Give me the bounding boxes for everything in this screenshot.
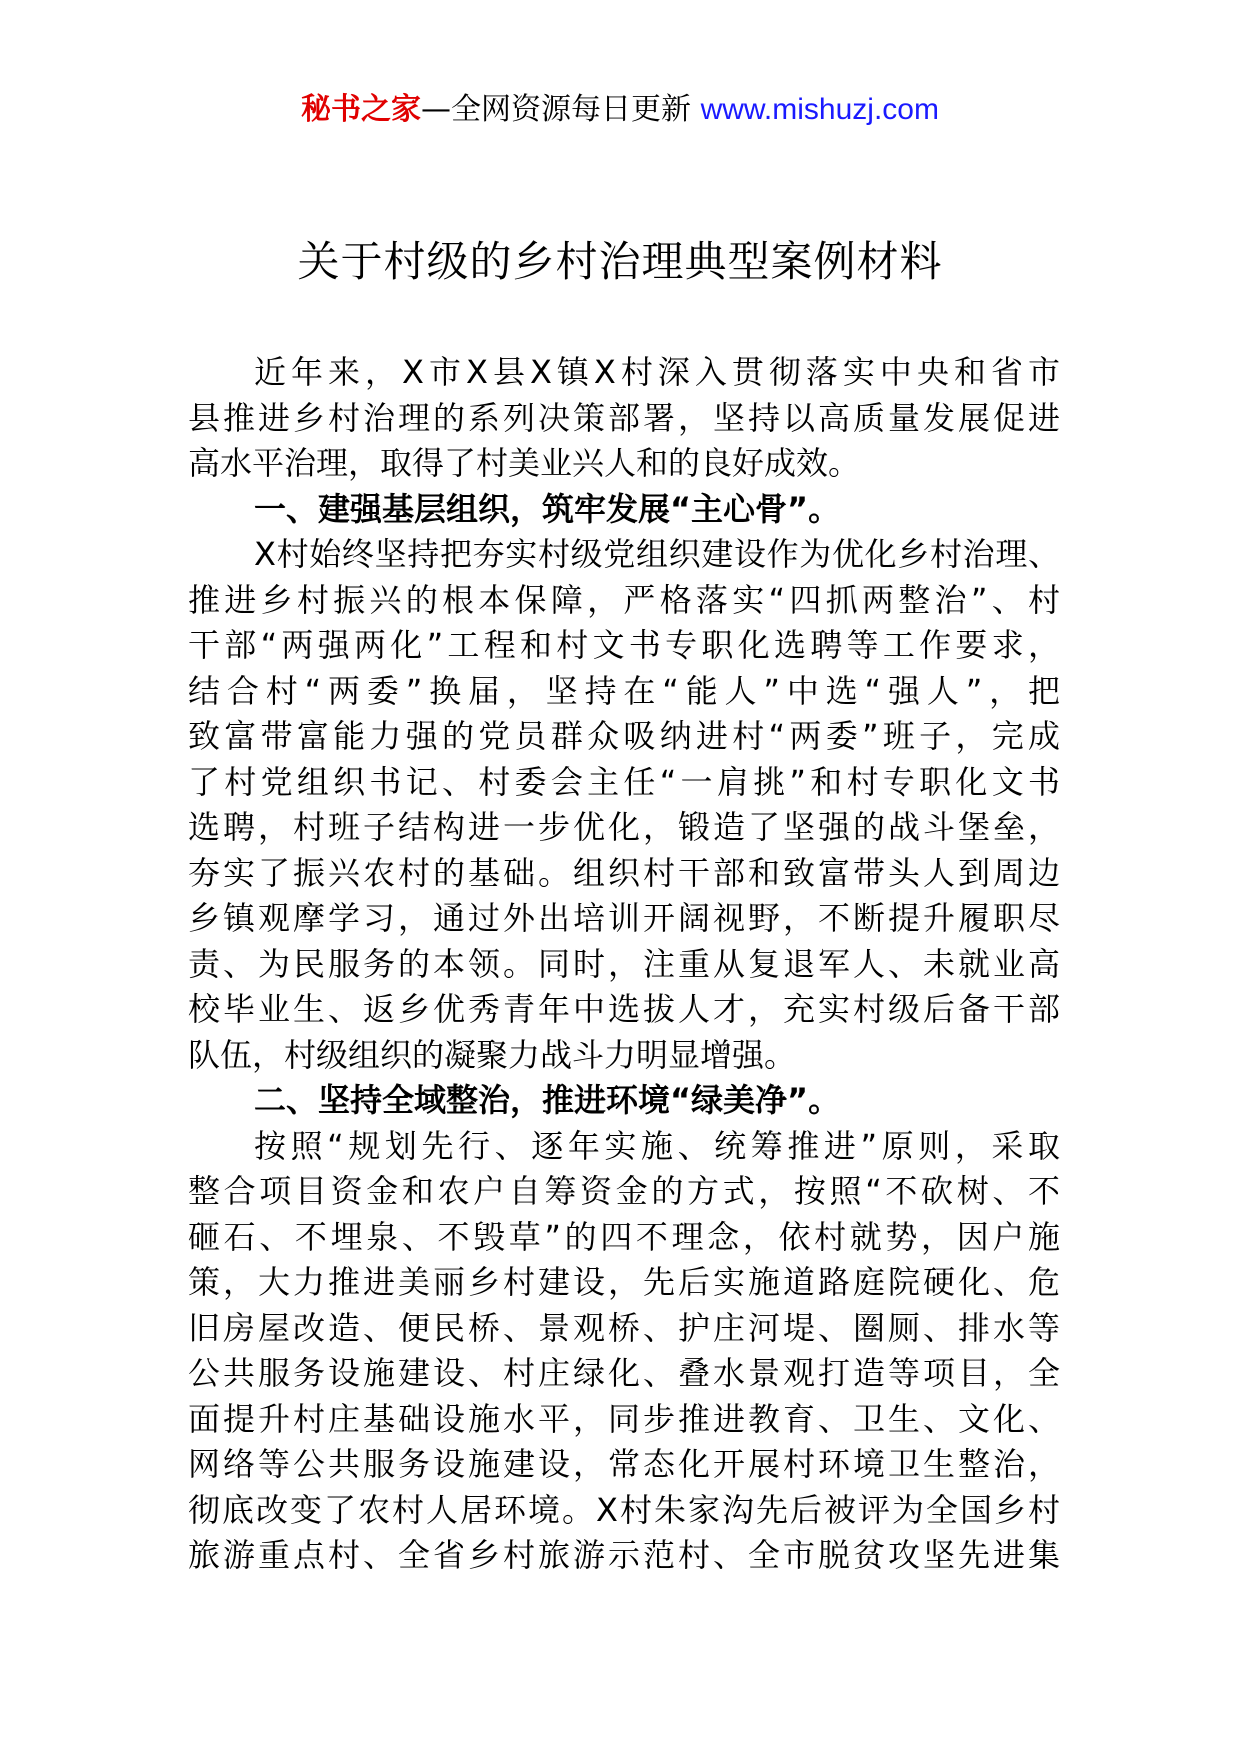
text-line: 干部“两强两化”工程和村文书专职化选聘等工作要求，: [188, 626, 1060, 664]
text-line: 结合村“两委”换届，坚持在“能人”中选“强人”，把: [188, 671, 1060, 710]
text-line: 推进乡村振兴的根本保障，严格落实“四抓两整治”、村: [188, 580, 1060, 619]
text-line: 网络等公共服务设施建设，常态化开展村环境卫生整治，: [188, 1445, 1060, 1483]
section-heading-1: 一、建强基层组织，筑牢发展“主心骨”。: [254, 489, 841, 528]
document-title: 关于村级的乡村治理典型案例材料: [297, 237, 943, 286]
text-line: 旅游重点村、全省乡村旅游示范村、全市脱贫攻坚先进集: [188, 1536, 1060, 1574]
text-line: 按照“规划先行、逐年实施、统筹推进”原则，采取: [254, 1126, 1060, 1165]
text-line: 责、为民服务的本领。同时，注重从复退军人、未就业高: [188, 944, 1060, 983]
text-line: 公共服务设施建设、村庄绿化、叠水景观打造等项目，全: [188, 1354, 1060, 1392]
document-body: [188, 350, 1060, 1579]
text-line: 县推进乡村治理的系列决策部署，坚持以高质量发展促进: [188, 398, 1060, 437]
text-line: 校毕业生、返乡优秀青年中选拔人才，充实村级后备干部: [188, 990, 1060, 1028]
banner-tagline: —全网资源每日更新: [421, 92, 701, 127]
text-line: X村始终坚持把夯实村级党组织建设作为优化乡村治理、: [254, 535, 1060, 573]
text-line: 高水平治理，取得了村美业兴人和的良好成效。: [188, 444, 861, 482]
text-line: 策，大力推进美丽乡村建设，先后实施道路庭院硬化、危: [188, 1263, 1060, 1301]
text-line: 近年来，X市X县X镇X村深入贯彻落实中央和省市: [254, 353, 1060, 391]
brand-name: 秘书之家: [301, 92, 422, 127]
text-line: 旧房屋改造、便民桥、景观桥、护庄河堤、圈厕、排水等: [188, 1308, 1060, 1347]
text-line: 面提升村庄基础设施水平，同步推进教育、卫生、文化、: [188, 1399, 1060, 1438]
banner-url[interactable]: www.mishuzj.com: [700, 93, 939, 126]
text-line: 整合项目资金和农户自筹资金的方式，按照“不砍树、不: [188, 1172, 1060, 1210]
text-line: 砸石、不埋泉、不毁草”的四不理念，依村就势，因户施: [188, 1217, 1060, 1256]
section-heading-2: 二、坚持全域整治，推进环境“绿美净”。: [254, 1081, 841, 1119]
text-line: 乡镇观摩学习，通过外出培训开阔视野，不断提升履职尽: [188, 899, 1060, 937]
text-line: 选聘，村班子结构进一步优化，锻造了坚强的战斗堡垒，: [188, 808, 1060, 846]
site-banner: [0, 88, 1240, 132]
text-line: 致富带富能力强的党员群众吸纳进村“两委”班子，完成: [188, 717, 1060, 755]
text-line: 队伍，村级组织的凝聚力战斗力明显增强。: [188, 1035, 797, 1074]
text-line: 彻底改变了农村人居环境。X村朱家沟先后被评为全国乡村: [188, 1490, 1060, 1529]
text-line: 夯实了振兴农村的基础。组织村干部和致富带头人到周边: [188, 853, 1060, 892]
text-line: 了村党组织书记、村委会主任“一肩挑”和村专职化文书: [188, 762, 1060, 801]
